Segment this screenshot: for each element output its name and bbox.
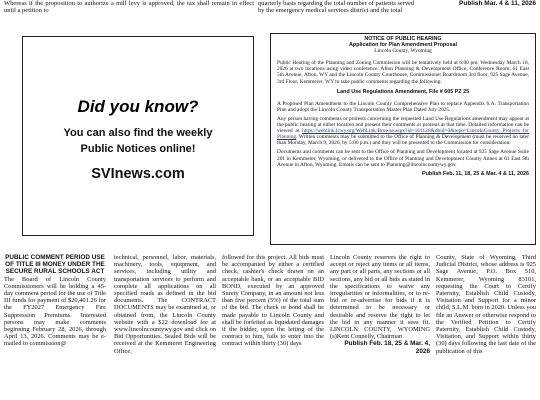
notice-paragraph-documents: Documents and comments can be sent to the Office of Planning and Development located at 925 Sage Avenue Suite 201 in Kemmerer, Wyoming, or delivered to the Office of Planning and Development County Annex at 61 East 5th Avenue in Afton, Wyoming. Emails can be sent to Planning@lincolncountywy.gov. xyxy=(277,149,529,168)
svi-news-ad xyxy=(22,36,254,236)
column-bid-specs xyxy=(114,254,216,400)
ad-line-1: You can also find the weekly xyxy=(63,127,213,139)
column-1-text: The Board of Lincoln County Commissioners will be holding a 45-day comment period for the use of Title III funds for payment of $20,401.26 for the FY2027 Emergency Fire Suppression Premiums. Interested persons may make comments beginning February 28, 2026, through April 13, 2026. Comments may be e-mailed to commission@ xyxy=(4,275,106,348)
ad-website: SVInews.com xyxy=(91,166,185,182)
column-paternity-notice xyxy=(436,254,536,400)
column-4-text: Lincoln County reserves the right to accept or reject any items or all items, any part or all parts, any sections or all sections, any bid or all bids as stated in the specifications to waive any irregularities or informalities, or to re-bid or re-advertise for bids if it is determined to be necessary or desirable and reserve the right to let the bid in any manner it sees fit. LINCOLN COUNTY, WYOMING (s)Kent Connelly, Chairman xyxy=(330,254,430,341)
column-1-title: PUBLIC COMMENT PERIOD USE OF TITLE III MONEY UNDER THE SECURE RURAL SCHOOLS ACT xyxy=(5,254,105,276)
column-bid-rights xyxy=(330,254,430,400)
top-middle-continued-text: quarterly basis regarding the total number of patients served by the emergency medical services district and the total xyxy=(258,0,415,14)
ad-line-2: Public Notices online! xyxy=(80,143,196,155)
notice-comments-text-2: . Written comments may be submitted to the Office of Planning & Development (must be received no later than Monday, March 9, 2026, by 5:00 p.m.) and they will be presented to the Commission for consideration. xyxy=(277,134,529,147)
top-right-publish-date: Publish Mar. 4 & 11, 2026 xyxy=(459,0,536,7)
ad-headline: Did you know? xyxy=(77,97,199,116)
notice-comments-text: Any person having comments or protests concerning the requested Land Use Regulations amendment may appear at the public hearing at either location and present their comments or protests at that time. Detailed information can be viewed at xyxy=(277,115,529,135)
notice-title: NOTICE OF PUBLIC HEARING xyxy=(364,36,442,42)
top-left-continued-text: Whereas if the proposition to authorize a mill levy is approved, the tax shall remain in effect until a petition to xyxy=(4,0,254,14)
notice-weblink[interactable]: https://weblink.lcwy.org/WebLink/Browse.aspx?id=161128&dbid=0&repo=LincolnCounty Projects for Planning xyxy=(277,128,529,141)
column-title-iii-comment xyxy=(4,254,106,400)
notice-place: Lincoln County, Wyoming xyxy=(374,48,432,55)
notice-publish-dates: Publish Feb. 11, 18, 25 & Mar. 4 & 11, 2026 xyxy=(422,170,529,177)
notice-subtitle: Application for Plan Amendment Proposal xyxy=(349,42,457,49)
column-5-text: County, State of Wyoming, Third Judicial District, whose address is 925 Sage Avenue, P.O. Box 510, Kemmerer, Wyoming 83101, requesting the Court to Certify Paternity, Establish Child Custody, Visitation and Support for a minor child, S.L.M. born in 2020. Unless you file an Answer or otherwise respond to the Verified Petition to Certify Paternity, Establish Child Custody, Visitation, and Support within thirty (30) days following the last date of the publication of this xyxy=(436,254,536,355)
column-2-text: technical, personnel, labor, materials, machinery, tools, equipment, and services, including utility and transportation services to perform and complete all applications on all specified roads as defined in the bid documents. The CONTRACT DOCUMENTS may be examined at, or obtained from, the Lincoln County website with a $22 download fee at www.lincolncountywy.gov and click on Bid Opportunities. Sealed Bids will be received at the Kemmerer Engineering Office, xyxy=(114,254,216,355)
notice-paragraph-amendment: A Proposed Plan Amendment to the Lincoln County Comprehensive Plan to replace Appendix 6.A. Transportation Plan and adopt the Lincoln County Transportation Master Plan Dated July 2025. xyxy=(277,100,529,113)
notice-paragraph-comments xyxy=(277,116,529,146)
column-3-text: followed for this project. All bids must be accompanied by either a certified check, cashier's check drawn on an acceptable bank, or an acceptable BID BOND, executed by an approved Surety Company, in an amount not less than five percent (5%) of the total sum of the bid. The check or bond shall be made payable to Lincoln County and shall be forfeited as liquidated damages if the bidder, upon the letting of the contract to him, fails to enter into the contract within thirty (30) days xyxy=(222,254,324,348)
public-hearing-notice xyxy=(270,33,536,245)
notice-paragraph-hearing: Public Hearing of the Planning and Zoning Commission will be tentatively held at 6:00 pm, Wednesday March 18, 2026 at two locations using video conference: Afton Planning & Development Office, Conference Room, 61 East 5th Avenue, Afton, WY and the Lincoln County Courthouse, Commissioner Boardroom 3rd floor, 925 Sage Avenue, 3rd Floor, Kemmerer, WY to take public comments regarding the following: xyxy=(277,60,529,85)
notice-file-heading: Land Use Regulations Amendment, File # 605 PZ 25 xyxy=(336,88,470,95)
column-4-publish-dates: Publish Feb. 18, 25 & Mar. 4, 2026 xyxy=(344,340,430,355)
column-bid-bond xyxy=(222,254,324,400)
